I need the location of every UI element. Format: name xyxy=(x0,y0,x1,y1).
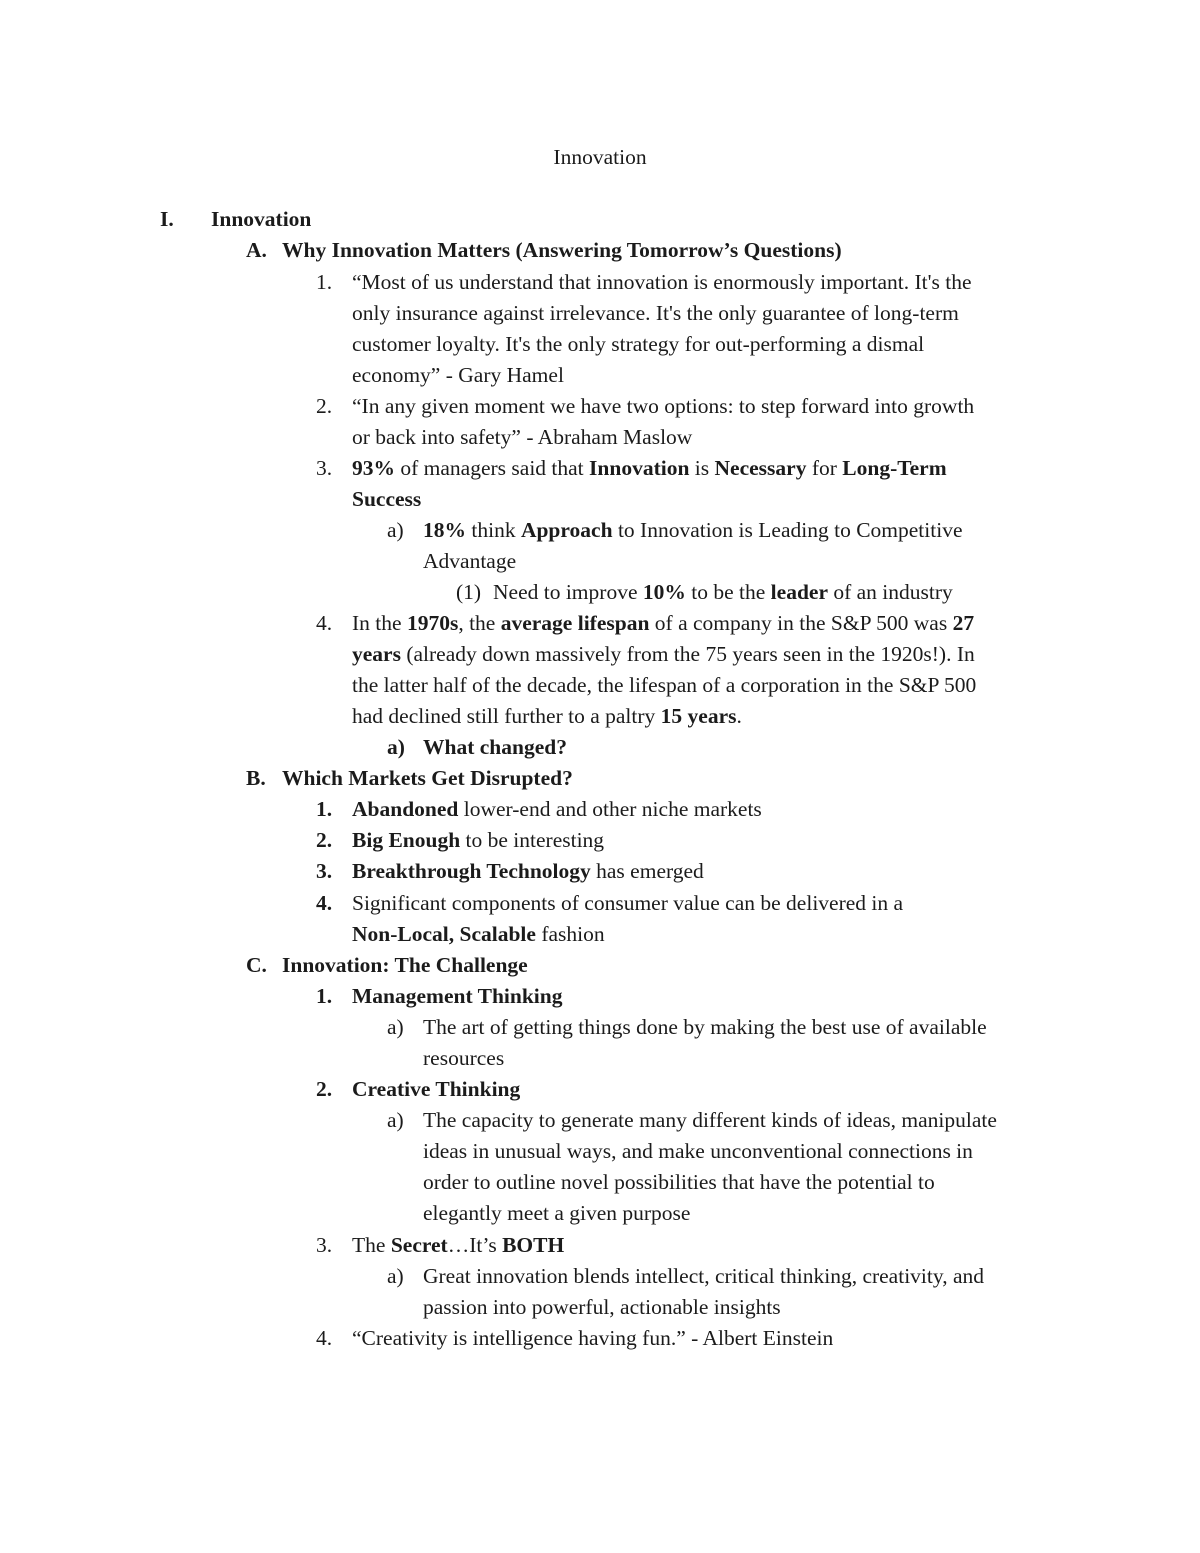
subsection-heading: Innovation: The Challenge xyxy=(282,953,528,977)
quote-line: only insurance against irrelevance. It's the only guarantee of long-term xyxy=(352,301,959,325)
quote-line: customer loyalty. It's the only strategy for out-performing a dismal xyxy=(352,332,925,356)
list-item-text: Non-Local, Scalable fashion xyxy=(352,922,605,946)
list-item-text: Advantage xyxy=(423,549,517,573)
list-item-text: years (already down massively from the 75 years seen in the 1920s!). In xyxy=(352,642,975,666)
list-item-text: The capacity to generate many different kinds of ideas, manipulate xyxy=(423,1108,997,1132)
section-heading: Innovation xyxy=(211,207,312,231)
list-item-text: Success xyxy=(352,487,422,511)
list-item-text: 18% think Approach to Innovation is Leading to Competitive xyxy=(423,518,963,542)
list-letter: a) xyxy=(387,735,405,759)
list-item-heading: Management Thinking xyxy=(352,984,563,1008)
list-number: 1. xyxy=(316,797,333,821)
list-number: 4. xyxy=(316,611,333,635)
list-number: 2. xyxy=(316,828,333,852)
document-title: Innovation xyxy=(553,145,647,169)
list-subnumber: (1) xyxy=(456,580,482,604)
list-number: 3. xyxy=(316,456,333,480)
list-item-text: The Secret…It’s BOTH xyxy=(352,1233,565,1257)
list-item-text: resources xyxy=(423,1046,505,1070)
list-number: 2. xyxy=(316,394,333,418)
list-letter: a) xyxy=(387,1108,404,1132)
list-item-heading: Creative Thinking xyxy=(352,1077,521,1101)
list-item-text: The art of getting things done by making the best use of available xyxy=(423,1015,987,1039)
list-item-text: order to outline novel possibilities that have the potential to xyxy=(423,1170,935,1194)
quote-line: or back into safety” - Abraham Maslow xyxy=(352,425,693,449)
subsection-marker: C. xyxy=(246,953,267,977)
list-letter: a) xyxy=(387,1264,404,1288)
quote-line: “In any given moment we have two options: to step forward into growth xyxy=(352,394,975,418)
list-number: 4. xyxy=(316,1326,333,1350)
list-number: 3. xyxy=(316,1233,333,1257)
list-item-text: passion into powerful, actionable insights xyxy=(423,1295,781,1319)
list-number: 2. xyxy=(316,1077,333,1101)
list-item-text: elegantly meet a given purpose xyxy=(423,1201,691,1225)
list-item-text: Abandoned lower-end and other niche markets xyxy=(352,797,762,821)
section-marker: I. xyxy=(160,207,174,231)
list-number: 3. xyxy=(316,859,333,883)
list-letter: a) xyxy=(387,1015,404,1039)
list-item-text: Big Enough to be interesting xyxy=(352,828,605,852)
subsection-marker: A. xyxy=(246,238,267,262)
list-item-text: Breakthrough Technology has emerged xyxy=(352,859,704,883)
list-item-text: In the 1970s, the average lifespan of a company in the S&P 500 was 27 xyxy=(352,611,975,635)
subsection-marker: B. xyxy=(246,766,266,790)
list-item-text: ideas in unusual ways, and make unconventional connections in xyxy=(423,1139,973,1163)
list-item-text: What changed? xyxy=(423,735,567,759)
list-item-text: 93% of managers said that Innovation is Necessary for Long-Term xyxy=(352,456,947,480)
list-item-text: had declined still further to a paltry 15 years. xyxy=(352,704,742,728)
subsection-heading: Which Markets Get Disrupted? xyxy=(282,766,573,790)
list-number: 4. xyxy=(316,891,333,915)
list-item-text: Great innovation blends intellect, critical thinking, creativity, and xyxy=(423,1264,985,1288)
list-item-text: the latter half of the decade, the lifespan of a corporation in the S&P 500 xyxy=(352,673,977,697)
quote-line: “Most of us understand that innovation is enormously important. It's the xyxy=(352,270,972,294)
quote-line: “Creativity is intelligence having fun.” - Albert Einstein xyxy=(352,1326,834,1350)
subsection-heading: Why Innovation Matters (Answering Tomorrow’s Questions) xyxy=(282,238,842,262)
list-item-text: Significant components of consumer value can be delivered in a xyxy=(352,891,904,915)
list-number: 1. xyxy=(316,270,333,294)
list-number: 1. xyxy=(316,984,333,1008)
list-letter: a) xyxy=(387,518,404,542)
list-item-text: Need to improve 10% to be the leader of an industry xyxy=(493,580,953,604)
quote-line: economy” - Gary Hamel xyxy=(352,363,564,387)
